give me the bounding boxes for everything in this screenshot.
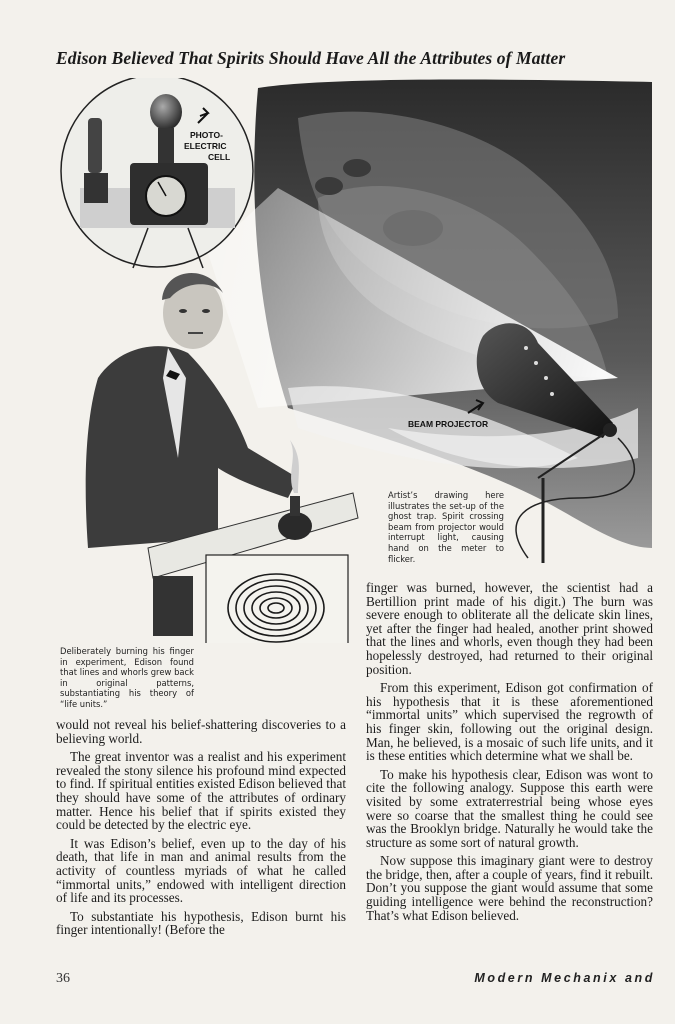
illustration-caption <box>388 490 504 564</box>
photo-cell-label-2: ELECTRIC <box>184 141 227 151</box>
ghost-eye-right <box>343 159 371 177</box>
paragraph: It was Edison’s belief, even up to the day of his death, that life in man and animal results from the activity of countless myriads of what he called “immortal units,” endowed with intelligent direction of life and its processes. <box>56 835 346 906</box>
paragraph: Now suppose this imaginary giant were to destroy the bridge, then, after a couple of years, find it rebuilt. Don’t you suppose the giant would assume that some guiding intelligence were behind the reconstruction? That’s what Edison believed. <box>366 853 653 923</box>
photo-cell-label-3: CELL <box>208 152 231 162</box>
photo-cell-bulb <box>150 94 182 130</box>
ghost-eye-left <box>315 177 343 195</box>
page-headline: Edison Believed That Spirits Should Have All the Attributes of Matter <box>56 48 566 68</box>
caption-text-right: Artist’s drawing here illustrates the set-up of the ghost trap. Spirit crossing beam from projector would interrupt light, causing hand on the meter to flicker. <box>388 490 504 564</box>
running-footer-title: Modern Mechanix and <box>474 971 655 985</box>
article-column-right <box>366 581 653 927</box>
ghost-trap-illustration <box>58 78 652 643</box>
paragraph: From this experiment, Edison got confirmation of his hypothesis that it is these aforementioned “immortal units” which supervised the regrowth of his finger skin, following out the original design. Man, he believed, is a mosaic of such life units, and it is these entities which determine what we shall be. <box>366 680 653 764</box>
page-number: 36 <box>56 971 70 986</box>
fingerprint-caption <box>60 646 194 710</box>
paragraph: would not reveal his belief-shattering discoveries to a believing world. <box>56 717 346 746</box>
article-column-left <box>56 718 346 942</box>
paragraph: To make his hypothesis clear, Edison was wont to cite the following analogy. Suppose this earth were visited by some extraterrestrial being whose eyes were so coarse that the smallest thing he could see was the Brooklyn bridge. Naturally he would take the structure as some sort of natural growth. <box>366 766 653 850</box>
photo-cell-label-1: PHOTO- <box>190 130 223 140</box>
paragraph: The great inventor was a realist and his experiment revealed the stony silence his profound mind expected to find. If spiritual entities existed Edison believed that they should have some of the attributes of ordinary matter. Hence his belief that if spirits existed they could be detected by the electric eye. <box>56 749 346 833</box>
spirit-lamp <box>278 512 312 540</box>
caption-text-left: Deliberately burning his finger in experiment, Edison found that lines and whorls grew back in original patterns, substantiating his theory of “life units.” <box>60 646 194 709</box>
beam-projector-label: BEAM PROJECTOR <box>408 419 489 429</box>
paragraph: finger was burned, however, the scientist had a Bertillion print made of his digit.) The burn was severe enough to obliterate all the delicate skin lines, yet after the finger had healed, another print showed that the lines and whorls, even though they had been hopelessly destroyed, had returned to their original position. <box>366 580 653 677</box>
paragraph: To substantiate his hypothesis, Edison burnt his finger intentionally! (Before the <box>56 908 346 938</box>
